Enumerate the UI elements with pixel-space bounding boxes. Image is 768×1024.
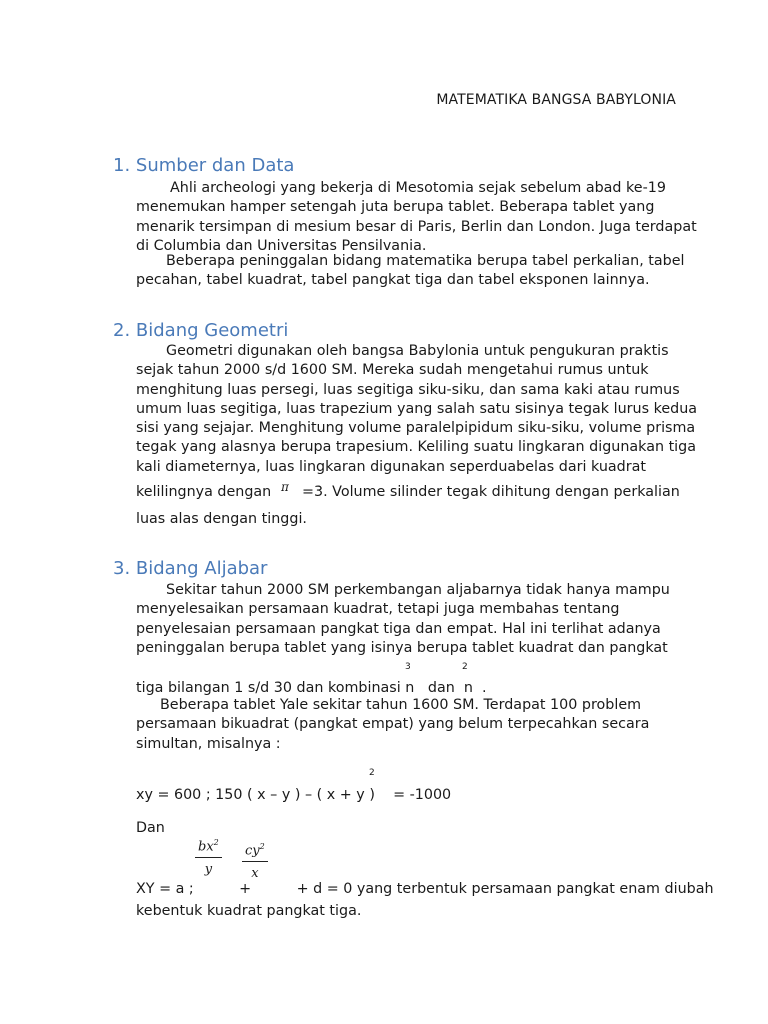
- text-line: simultan, misalnya :: [136, 735, 281, 752]
- text-line: tegak yang alasnya berupa trapesium. Keliling suatu lingkaran digunakan tiga: [136, 439, 696, 456]
- fraction-bx2-over-y: [195, 838, 222, 877]
- section-3-paragraph-2: [136, 696, 649, 754]
- text-line: menemukan hamper setengah juta berupa tablet. Beberapa tablet yang: [136, 199, 655, 216]
- fraction-numerator: bx: [198, 839, 214, 855]
- text-line: kebentuk kuadrat pangkat tiga.: [136, 903, 362, 919]
- equation-2: XY = a ; + + d = 0 yang terbentuk persamaan pangkat enam diubah: [136, 881, 714, 897]
- pi-line-continuation: =3. Volume silinder tegak dihitung dengan perkalian: [302, 484, 680, 500]
- text-line: penyelesaian persamaan pangkat tiga dan empat. Hal ini terlihat adanya: [136, 620, 661, 637]
- fraction-denominator: x: [251, 866, 259, 882]
- pi-line-text: kelilingnya dengan: [136, 484, 272, 500]
- text-line: umum luas segitiga, luas trapezium yang salah satu sisinya tegak lurus kedua: [136, 400, 698, 417]
- section-2-paragraph: [136, 342, 697, 477]
- text-line: Beberapa peninggalan bidang matematika berupa tabel perkalian, tabel: [166, 253, 685, 269]
- fraction-cy2-over-x: [242, 842, 268, 881]
- text-line: Beberapa tablet Yale sekitar tahun 1600 SM. Terdapat 100 problem: [160, 697, 642, 713]
- text-line: luas alas dengan tinggi.: [136, 511, 307, 527]
- text-line: Sekitar tahun 2000 SM perkembangan aljabarnya tidak hanya mampu: [166, 582, 670, 598]
- text-line: sisi yang sejajar. Menghitung volume paralelpipidum siku-siku, volume prisma: [136, 420, 696, 437]
- section-heading-bidang-aljabar: 3. Bidang Aljabar: [113, 558, 268, 579]
- text-line: sejak tahun 2000 s/d 1600 SM. Mereka sudah mengetahui rumus untuk: [136, 362, 649, 379]
- text-line: Geometri digunakan oleh bangsa Babylonia untuk pengukuran praktis: [166, 343, 669, 359]
- section-heading-sumber-dan-data: 1. Sumber dan Data: [113, 155, 295, 176]
- page-header: MATEMATIKA BANGSA BABYLONIA: [436, 92, 676, 108]
- fraction-exponent: 2: [213, 838, 219, 847]
- exponent-3: 3: [405, 662, 411, 672]
- text-line: peninggalan berupa tablet yang isinya berupa tablet kuadrat dan pangkat: [136, 639, 668, 656]
- text-line: pecahan, tabel kuadrat, tabel pangkat tiga dan tabel eksponen lainnya.: [136, 272, 650, 289]
- text-line: Ahli archeologi yang bekerja di Mesotomia sejak sebelum abad ke-19: [170, 180, 666, 196]
- section-1-paragraph-2: [136, 252, 685, 291]
- text-dan: Dan: [136, 820, 165, 836]
- n-combination-line: tiga bilangan 1 s/d 30 dan kombinasi n dan n .: [136, 680, 487, 696]
- equation-1: xy = 600 ; 150 ( x – y ) – ( x + y ) = -1000: [136, 787, 452, 803]
- text-line: menarik tersimpan di mesium besar di Paris, Berlin dan London. Juga terdapat: [136, 218, 697, 235]
- text-line: menghitung luas persegi, luas segitiga siku-siku, dan sama kaki atau rumus: [136, 381, 680, 398]
- text-line: persamaan bikuadrat (pangkat empat) yang belum terpecahkan secara: [136, 716, 650, 733]
- exponent-2: 2: [462, 662, 468, 672]
- section-3-paragraph-1: [136, 581, 670, 658]
- equation-exponent: 2: [369, 768, 375, 778]
- text-line: di Columbia dan Universitas Pensilvania.: [136, 237, 427, 254]
- fraction-denominator: y: [204, 862, 213, 878]
- section-1-paragraph-1: [136, 179, 697, 256]
- pi-symbol: π: [281, 480, 289, 494]
- fraction-exponent: 2: [259, 842, 265, 851]
- text-line: menyelesaikan persamaan kuadrat, tetapi juga membahas tentang: [136, 601, 620, 618]
- fraction-numerator: cy: [245, 843, 260, 859]
- section-heading-bidang-geometri: 2. Bidang Geometri: [113, 320, 289, 341]
- text-line: kali diameternya, luas lingkaran digunakan seperduabelas dari kuadrat: [136, 458, 646, 475]
